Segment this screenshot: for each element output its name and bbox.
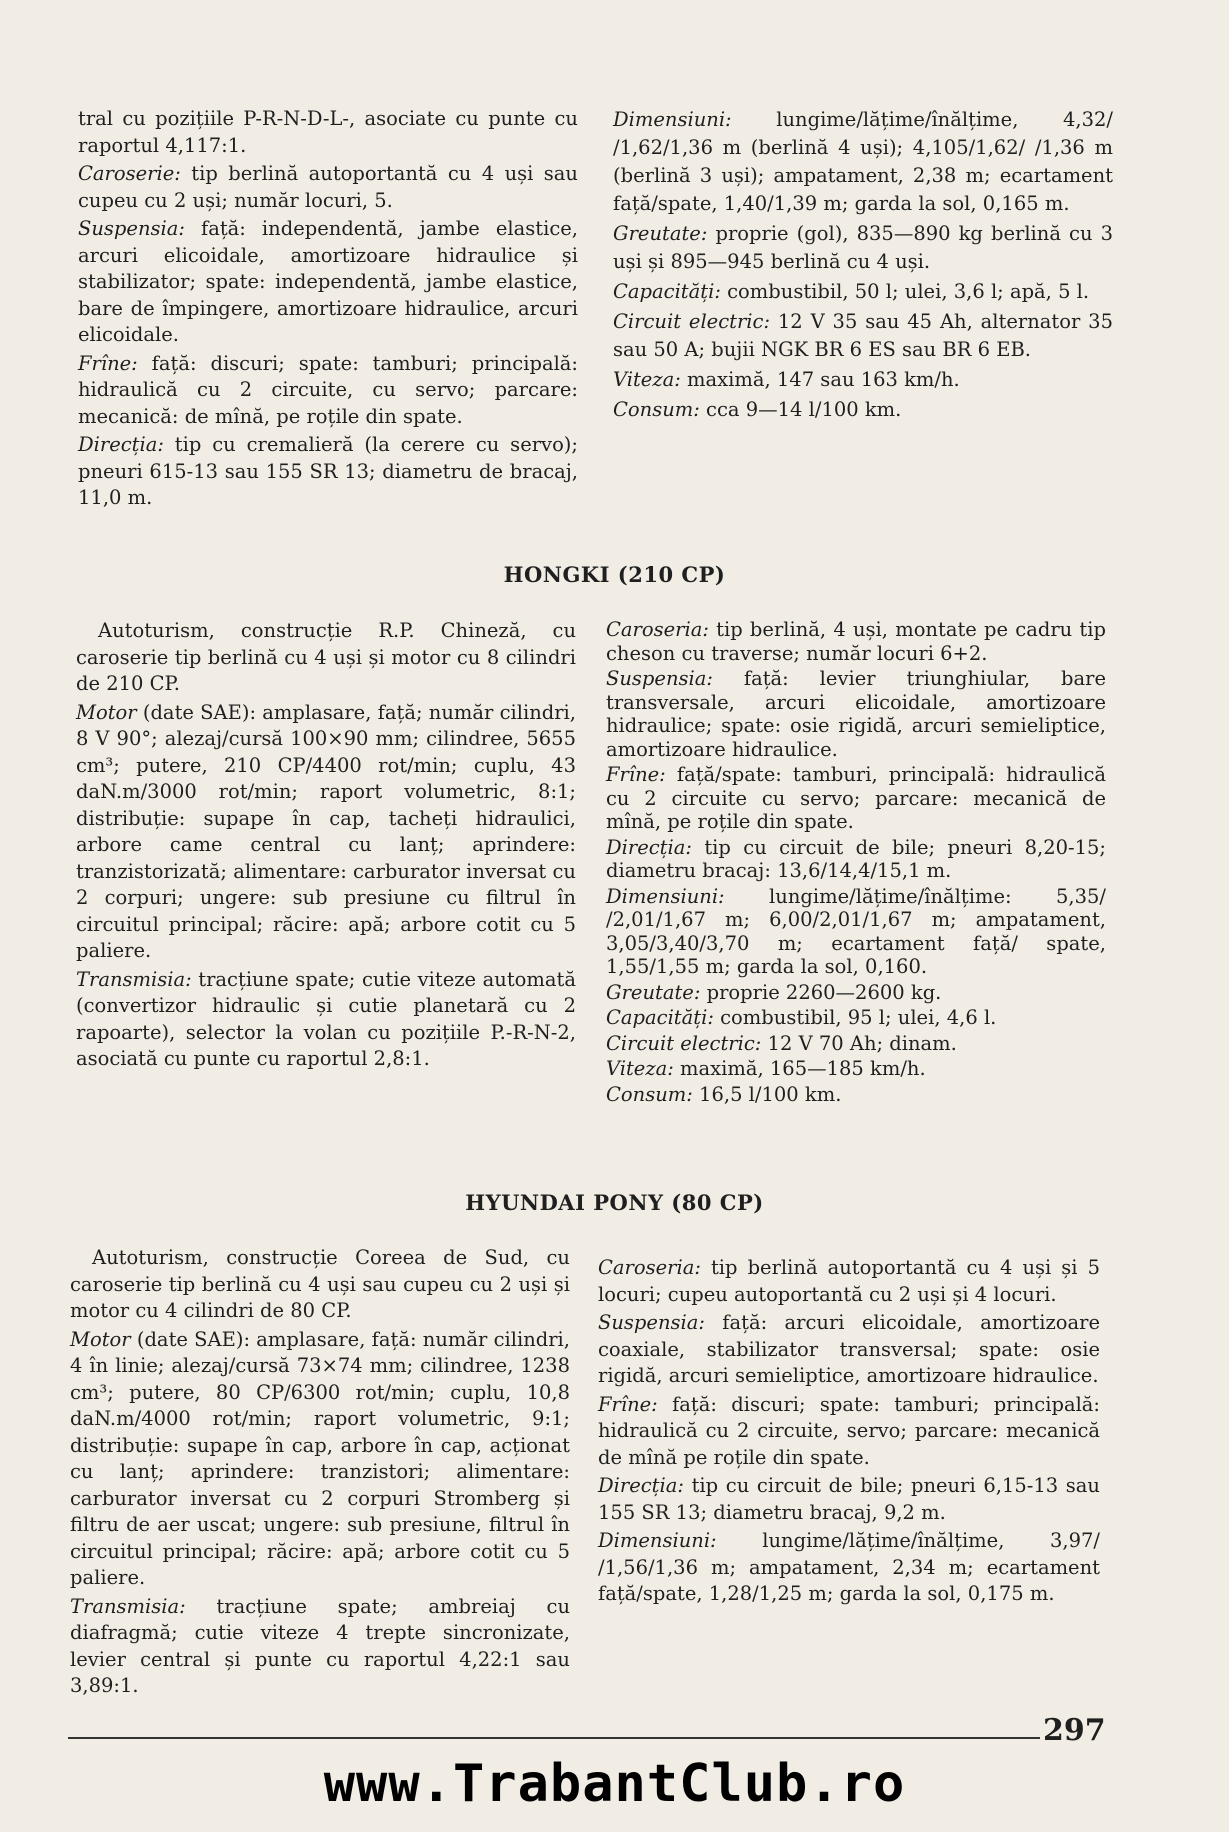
paragraph [598, 1392, 1100, 1472]
spec-label: Capacități: [613, 280, 721, 303]
paragraph [606, 1006, 1106, 1030]
spec-text: maximă, 165—185 km/h. [673, 1057, 926, 1080]
spec-label: Frîne: [598, 1392, 658, 1416]
paragraph [78, 432, 578, 512]
paragraph [70, 1245, 570, 1325]
spec-label: Direcția: [598, 1474, 684, 1497]
spec-label: Capacități: [606, 1006, 714, 1029]
spec-text: tracțiune spate; ambreiaj cu diafragmă; cutie viteze 4 trepte sincronizate, levier central și punte cu raportul 4,22:1 sau 3,89:1. [70, 1594, 570, 1697]
spec-text: față: independentă, jambe elastice, arcuri elicoidale, amortizoare hidraulice și stabilizator; spate: independentă, jambe elastice, bare de împingere, amortizoare hidraulice, arcuri elicoidale. [78, 217, 578, 346]
paragraph [598, 1310, 1100, 1390]
spec-label: Caroseria: [598, 1256, 701, 1279]
spec-label: Consum: [606, 1082, 693, 1106]
paragraph [76, 700, 576, 965]
spec-text: tip cu circuit de bile; pneuri 6,15-13 sau 155 SR 13; diametru bracaj, 9,2 m. [598, 1474, 1100, 1524]
spec-text: lungime/lățime/înălțime, 4,32/ /1,62/1,36 m (berlină 4 uși); 4,105/1,62/ /1,36 m (berlină 3 uși); ampatament, 2,38 m; ecartament față/spate, 1,40/1,39 m; garda la sol, 0,165 m. [613, 108, 1113, 215]
spec-text: (date SAE): amplasare, față: număr cilindri, 4 în linie; alezaj/cursă 73×74 mm; cilindree, 1238 cm³; putere, 80 CP/6300 rot/min; cuplu, 10,8 daN.m/4000 rot/min; raport volumetric, 9:1; distribuție: supape în cap, arbore în cap, acționat cu lanț; aprindere: tranzistori; alimentare: carburator inversat cu 2 corpuri Stromberg și filtru de aer uscat; ungere: sub presiune, filtrul în circuitul principal; răcire: apă; arbore cotit cu 5 paliere. [70, 1327, 570, 1589]
paragraph [78, 106, 578, 159]
spec-label: Transmisia: [70, 1594, 186, 1618]
spec-text: maximă, 147 sau 163 km/h. [680, 368, 960, 391]
hongki-right-column [606, 618, 1106, 1108]
spec-text: proprie 2260—2600 kg. [700, 980, 942, 1004]
spec-text: lungime/lățime/înălțime, 3,97/ /1,56/1,36 m; ampatament, 2,34 m; ecartament față/spate, 1,28/1,25 m; garda la sol, 0,175 m. [598, 1529, 1100, 1605]
paragraph [78, 216, 578, 349]
paragraph [613, 220, 1113, 276]
footer-rule [68, 1737, 1040, 1739]
paragraph [606, 885, 1106, 979]
spec-text: combustibil, 95 l; ulei, 4,6 l. [713, 1006, 997, 1029]
paragraph [76, 967, 576, 1073]
paragraph [598, 1528, 1100, 1608]
paragraph [606, 981, 1106, 1005]
spec-text: combustibil, 50 l; ulei, 3,6 l; apă, 5 l. [720, 280, 1090, 303]
spec-text: față: discuri; spate: tamburi; principală: hidraulică cu 2 circuite, cu servo; parcare: mecanică: de mînă, pe roțile din spate. [78, 351, 578, 428]
paragraph [598, 1473, 1100, 1526]
paragraph [70, 1327, 570, 1592]
spec-label: Consum: [613, 398, 700, 421]
spec-label: Transmisia: [76, 967, 192, 991]
spec-text: tip berlină autoportantă cu 4 uși și 5 locuri; cupeu autoportantă cu 2 uși și 4 locuri. [598, 1256, 1100, 1306]
spec-text: față: arcuri elicoidale, amortizoare coaxiale, stabilizator transversal; spate: osie rigidă, arcuri semieliptice, amortizoare hidraulice. [598, 1311, 1100, 1387]
spec-label: Suspensia: [606, 667, 713, 690]
spec-label: Circuit electric: [613, 310, 771, 333]
spec-label: Suspensia: [598, 1311, 705, 1334]
spec-text: lungime/lățime/înălțime: 5,35/ /2,01/1,67 m; 6,00/2,01/1,67 m; ampatament, 3,05/3,40/3,70 m; ecartament față/ spate, 1,55/1,55 m; garda la sol, 0,160. [606, 884, 1106, 978]
spec-text: 12 V 70 Ah; dinam. [761, 1031, 957, 1055]
paragraph [613, 308, 1113, 364]
spec-label: Direcția: [78, 433, 164, 456]
spec-label: Viteza: [613, 368, 681, 391]
spec-label: Frîne: [606, 763, 666, 786]
spec-text: Autoturism, construcție R.P. Chineză, cu caroserie tip berlină cu 4 uși și motor cu 8 cilindri de 210 CP. [76, 619, 576, 695]
spec-text: tip berlină autoportantă cu 4 uși sau cupeu cu 2 uși; număr locuri, 5. [78, 162, 578, 212]
paragraph [613, 106, 1113, 218]
paragraph [613, 278, 1113, 306]
hyundai-right-column [598, 1255, 1100, 1610]
spec-label: Dimensiuni: [606, 884, 725, 908]
spec-label: Greutate: [606, 980, 701, 1004]
spec-text: proprie (gol), 835—890 kg berlină cu 3 uși și 895—945 berlină cu 4 uși. [613, 222, 1113, 273]
paragraph [606, 1083, 1106, 1107]
paragraph [606, 618, 1106, 665]
hyundai-left-column [70, 1245, 570, 1702]
top-left-column [78, 106, 578, 514]
paragraph [613, 396, 1113, 424]
spec-text: cca 9—14 l/100 km. [699, 398, 902, 421]
paragraph [598, 1255, 1100, 1308]
spec-text: (date SAE): amplasare, față; număr cilindri, 8 V 90°; alezaj/cursă 100×90 mm; cilindree, 5655 cm³; putere, 210 CP/4400 rot/min; cuplu, 43 daN.m/3000 rot/min; raport volumetric, 8:1; distribuție: supape în cap, tacheți hidraulici, arbore came central cu lanț; aprindere: tranzistorizată; alimentare: carburator inversat cu 2 corpuri; ungere: sub presiune cu filtrul în circuitul principal; răcire: apă; arbore cotit cu 5 paliere. [76, 700, 576, 962]
spec-text: tip cu circuit de bile; pneuri 8,20-15; diametru bracaj: 13,6/14,4/15,1 m. [606, 835, 1106, 882]
spec-text: tracțiune spate; cutie viteze automată (convertizor hidraulic și cutie planetară cu 2 rapoarte), selector la volan cu pozițiile P.-R-N-2, asociată cu punte cu raportul 2,8:1. [76, 967, 576, 1070]
page-number: 297 [1043, 1713, 1106, 1748]
spec-label: Direcția: [606, 835, 692, 859]
spec-text: față: discuri; spate: tamburi; principală: hidraulică cu 2 circuite, servo; parcare: mecanică de mînă pe roțile din spate. [598, 1392, 1100, 1469]
spec-label: Motor [70, 1327, 131, 1351]
spec-label: Frîne: [78, 351, 138, 375]
section-heading-hyundai: HYUNDAI PONY (80 CP) [465, 1190, 764, 1215]
paragraph [606, 1057, 1106, 1081]
hongki-left-column [76, 618, 576, 1075]
spec-text: față: levier triunghiular, bare transversale, arcuri elicoidale, amortizoare hidraulice; spate: osie rigidă, arcuri semieliptice, amortizoare hidraulice. [606, 667, 1106, 761]
paragraph [78, 161, 578, 214]
paragraph [606, 667, 1106, 761]
spec-label: Dimensiuni: [598, 1529, 717, 1552]
spec-text: tral cu pozițiile P-R-N-D-L-, asociate cu punte cu raportul 4,117:1. [78, 107, 578, 157]
spec-text: tip berlină, 4 uși, montate pe cadru tip cheson cu traverse; număr locuri 6+2. [606, 618, 1106, 665]
watermark-text: www.TrabantClub.ro [323, 1754, 906, 1814]
spec-label: Greutate: [613, 222, 708, 245]
spec-label: Caroseria: [606, 618, 709, 641]
spec-label: Motor [76, 700, 137, 724]
spec-text: față/spate: tamburi, principală: hidraulică cu 2 circuite cu servo; parcare: mecanică de mînă, pe roțile din spate. [606, 763, 1106, 833]
spec-text: 16,5 l/100 km. [692, 1082, 842, 1106]
paragraph [76, 618, 576, 698]
spec-text: 12 V 35 sau 45 Ah, alternator 35 sau 50 A; bujii NGK BR 6 ES sau BR 6 EB. [613, 310, 1113, 361]
top-right-column [613, 106, 1113, 426]
paragraph [606, 763, 1106, 834]
paragraph [606, 836, 1106, 883]
spec-label: Dimensiuni: [613, 108, 732, 131]
spec-label: Circuit electric: [606, 1031, 762, 1055]
paragraph [606, 1032, 1106, 1056]
spec-label: Caroserie: [78, 162, 181, 185]
section-heading-hongki: HONGKI (210 CP) [503, 562, 726, 587]
paragraph [613, 366, 1113, 394]
paragraph [70, 1594, 570, 1700]
spec-text: Autoturism, construcție Coreea de Sud, cu caroserie tip berlină cu 4 uși sau cupeu cu 2 uși și motor cu 4 cilindri de 80 CP. [70, 1246, 570, 1322]
spec-label: Suspensia: [78, 217, 185, 240]
paragraph [78, 351, 578, 431]
spec-text: tip cu cremalieră (la cerere cu servo); pneuri 615-13 sau 155 SR 13; diametru de bracaj, 11,0 m. [78, 433, 578, 509]
spec-label: Viteza: [606, 1057, 674, 1080]
